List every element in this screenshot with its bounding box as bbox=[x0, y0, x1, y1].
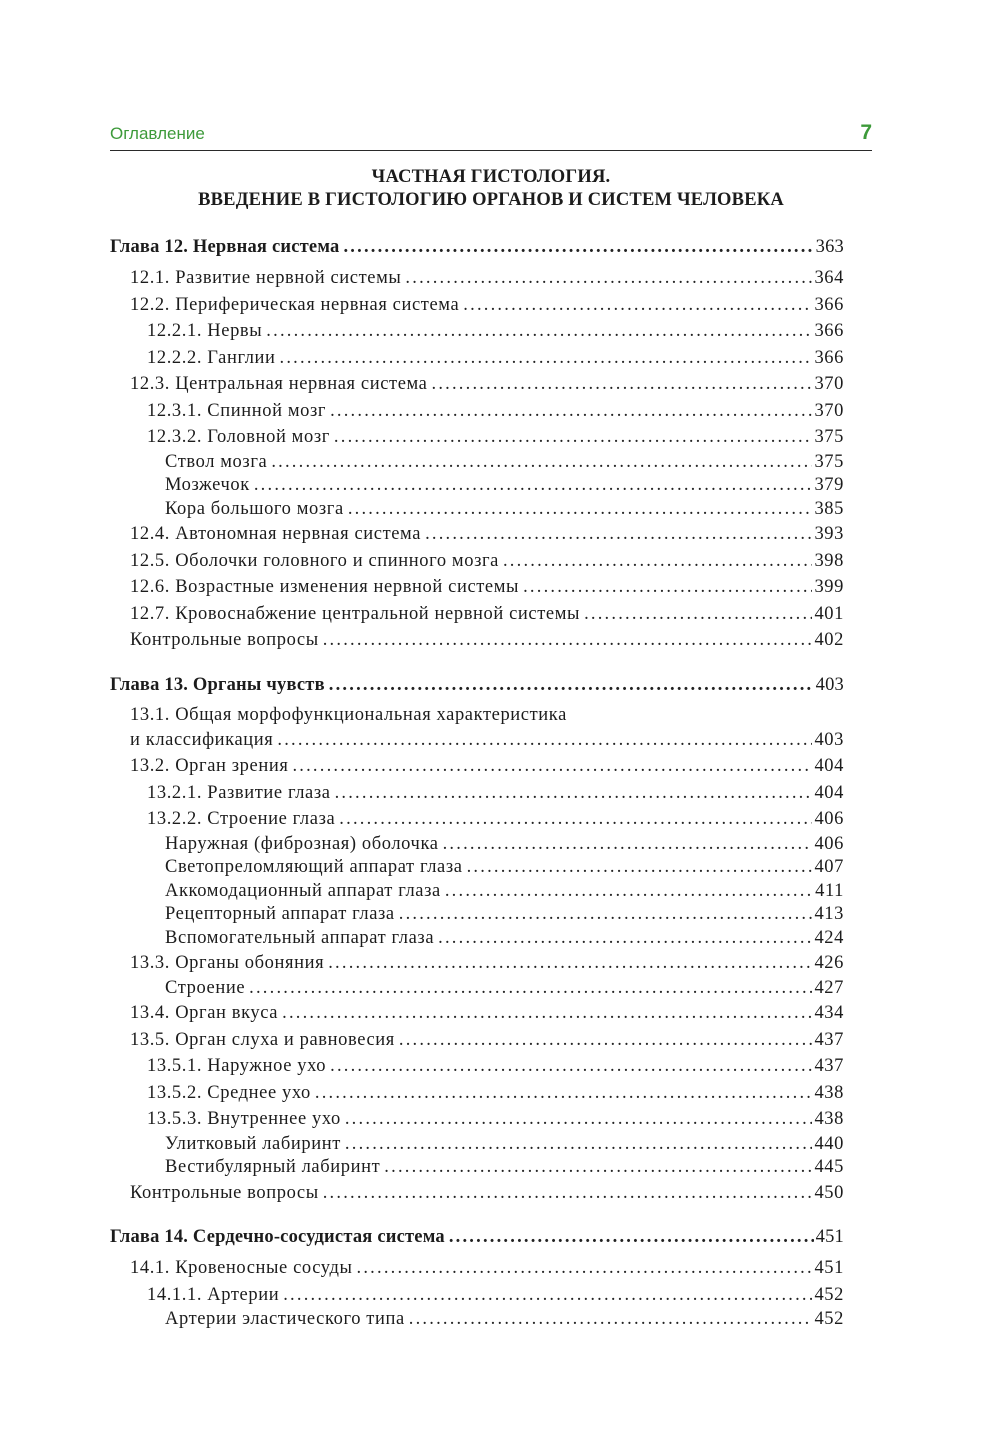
toc-entry-title: 12.2.2. Ганглии bbox=[147, 347, 276, 368]
toc-entry bbox=[110, 265, 844, 292]
toc-entry-page: 427 bbox=[814, 977, 844, 998]
toc-entry-title: Артерии эластического типа bbox=[165, 1309, 405, 1329]
toc-entry-title: Аккомодационный аппарат глаза bbox=[165, 880, 441, 901]
toc-entry-page: 370 bbox=[814, 374, 844, 394]
part-title-line-2: ВВЕДЕНИЕ В ГИСТОЛОГИЮ ОРГАНОВ И СИСТЕМ ЧЕЛОВЕКА bbox=[198, 190, 784, 210]
toc-entry bbox=[110, 371, 844, 398]
toc-entry bbox=[110, 833, 844, 857]
dot-leader bbox=[280, 345, 813, 372]
toc-entry bbox=[110, 1080, 844, 1107]
dot-leader bbox=[330, 398, 812, 425]
chapter-heading-page: 451 bbox=[815, 1227, 844, 1247]
dot-leader bbox=[277, 727, 812, 754]
toc-entry-page: 366 bbox=[814, 321, 844, 341]
dot-leader bbox=[503, 548, 812, 575]
toc-entry-page: 437 bbox=[814, 1056, 844, 1076]
toc-entry-title: Контрольные вопросы bbox=[130, 1182, 319, 1203]
toc-entry-title: Кора большого мозга bbox=[165, 498, 344, 519]
running-header bbox=[110, 121, 872, 151]
toc-entry-page: 366 bbox=[814, 294, 844, 315]
toc-entry-title: Улитковый лабиринт bbox=[165, 1133, 341, 1154]
toc-entry-title: 13.5. Орган слуха и равновесия bbox=[130, 1029, 395, 1050]
toc-entry-page: 375 bbox=[814, 451, 844, 472]
toc-entry-title: 12.1. Развитие нервной системы bbox=[130, 268, 402, 288]
chapter-gap bbox=[110, 1206, 844, 1222]
toc-entry bbox=[110, 727, 844, 754]
toc-entry-page: 413 bbox=[814, 904, 844, 924]
dot-leader bbox=[467, 856, 813, 880]
toc-entry-title: 13.2.1. Развитие глаза bbox=[147, 782, 331, 803]
toc-entry bbox=[110, 398, 844, 425]
chapter-heading-title: Глава 13. Органы чувств bbox=[110, 674, 325, 695]
toc-entry bbox=[110, 474, 844, 498]
toc-entry bbox=[110, 424, 844, 451]
toc-entry-title: 12.6. Возрастные изменения нервной системы bbox=[130, 577, 520, 597]
toc-entry bbox=[110, 753, 844, 780]
toc-entry bbox=[110, 345, 844, 372]
toc-entry-title: и классификация bbox=[130, 729, 274, 750]
toc-entry-title: Строение bbox=[165, 977, 246, 998]
toc-entry-page: 406 bbox=[814, 833, 844, 854]
dot-leader bbox=[584, 601, 812, 628]
toc-entry-page: 364 bbox=[814, 268, 844, 288]
running-header-title: Оглавление bbox=[110, 124, 205, 143]
chapter-heading bbox=[110, 232, 844, 262]
toc-entry-title: 12.5. Оболочки головного и спинного мозга bbox=[130, 550, 499, 571]
toc-entry bbox=[110, 1000, 844, 1027]
toc-entry bbox=[110, 880, 844, 904]
part-title bbox=[110, 166, 872, 212]
toc-entry-page: 407 bbox=[814, 857, 844, 877]
toc-entry-page: 452 bbox=[814, 1309, 844, 1329]
toc-entry-title: 12.7. Кровоснабжение центральной нервной системы bbox=[130, 603, 581, 624]
toc-entry-page: 366 bbox=[814, 347, 844, 368]
dot-leader bbox=[384, 1156, 812, 1180]
toc-entry-title: 13.1. Общая морфофункциональная характеристика bbox=[130, 704, 567, 725]
toc-entry-page: 445 bbox=[814, 1157, 844, 1177]
dot-leader bbox=[445, 880, 813, 904]
dot-leader bbox=[282, 1000, 812, 1027]
chapter-heading-title: Глава 14. Сердечно-сосудистая система bbox=[110, 1227, 445, 1247]
dot-leader bbox=[249, 977, 812, 1001]
dot-leader bbox=[449, 1222, 814, 1252]
toc-entry-page: 393 bbox=[814, 524, 844, 544]
toc-entry bbox=[110, 318, 844, 345]
toc-entry-title: Мозжечок bbox=[165, 475, 250, 495]
chapter-heading-title: Глава 12. Нервная система bbox=[110, 237, 340, 257]
toc-entry bbox=[110, 1308, 844, 1332]
toc-entry-line bbox=[110, 703, 844, 727]
dot-leader bbox=[463, 292, 812, 319]
dot-leader bbox=[405, 265, 812, 292]
dot-leader bbox=[345, 1133, 813, 1157]
toc-entry-page: 450 bbox=[814, 1182, 844, 1203]
dot-leader bbox=[334, 424, 813, 451]
toc-entry-title: Наружная (фиброзная) оболочка bbox=[165, 833, 439, 854]
toc-entry bbox=[110, 521, 844, 548]
page-number: 7 bbox=[860, 121, 872, 144]
toc-entry bbox=[110, 574, 844, 601]
dot-leader bbox=[523, 574, 812, 601]
dot-leader bbox=[443, 833, 813, 857]
toc-entry-page: 437 bbox=[814, 1029, 844, 1050]
toc-entry-page: 411 bbox=[815, 880, 844, 901]
toc-entry-page: 440 bbox=[814, 1133, 844, 1154]
dot-leader bbox=[323, 1180, 813, 1207]
toc-entry-title: Рецепторный аппарат глаза bbox=[165, 904, 395, 924]
toc-entry-title: Светопреломляющий аппарат глаза bbox=[165, 857, 463, 877]
dot-leader bbox=[348, 498, 813, 522]
toc-entry-page: 370 bbox=[814, 400, 844, 421]
toc-entry-title: 12.2.1. Нервы bbox=[147, 321, 263, 341]
dot-leader bbox=[438, 927, 812, 951]
dot-leader bbox=[330, 1053, 812, 1080]
toc-entry-page: 404 bbox=[814, 756, 844, 776]
toc-entry-page: 375 bbox=[814, 427, 844, 447]
toc-entry bbox=[110, 627, 844, 654]
toc-entry bbox=[110, 950, 844, 977]
toc-entry bbox=[110, 856, 844, 880]
table-of-contents bbox=[110, 232, 844, 1332]
toc-entry-page: 399 bbox=[814, 577, 844, 597]
toc-entry-title: 14.1.1. Артерии bbox=[147, 1284, 280, 1305]
chapter-heading-page: 363 bbox=[815, 237, 844, 257]
toc-entry-title: 12.4. Автономная нервная система bbox=[130, 524, 422, 544]
toc-entry bbox=[110, 1027, 844, 1054]
chapter-gap bbox=[110, 654, 844, 670]
toc-entry-title: 13.5.3. Внутреннее ухо bbox=[147, 1109, 341, 1129]
toc-entry-page: 385 bbox=[814, 498, 844, 519]
toc-entry-page: 402 bbox=[814, 630, 844, 650]
toc-entry bbox=[110, 1180, 844, 1207]
chapter-heading bbox=[110, 1222, 844, 1252]
toc-entry bbox=[110, 601, 844, 628]
dot-leader bbox=[254, 474, 813, 498]
toc-entry-title: 12.3.1. Спинной мозг bbox=[147, 400, 327, 421]
toc-entry-page: 398 bbox=[814, 550, 844, 571]
dot-leader bbox=[409, 1308, 813, 1332]
toc-entry bbox=[110, 977, 844, 1001]
toc-entry-title: Вспомогательный аппарат глаза bbox=[165, 927, 435, 948]
dot-leader bbox=[399, 903, 813, 927]
dot-leader bbox=[345, 1106, 813, 1133]
dot-leader bbox=[335, 780, 813, 807]
dot-leader bbox=[283, 1282, 812, 1309]
toc-entry bbox=[110, 1282, 844, 1309]
toc-entry-title: 13.2.2. Строение глаза bbox=[147, 809, 336, 829]
dot-leader bbox=[399, 1027, 813, 1054]
chapter-heading-page: 403 bbox=[815, 674, 844, 695]
dot-leader bbox=[328, 950, 812, 977]
dot-leader bbox=[266, 318, 812, 345]
toc-entry-page: 438 bbox=[814, 1082, 844, 1103]
toc-entry bbox=[110, 1053, 844, 1080]
toc-entry-page: 401 bbox=[814, 603, 844, 624]
toc-entry bbox=[110, 292, 844, 319]
toc-entry bbox=[110, 1106, 844, 1133]
dot-leader bbox=[432, 371, 813, 398]
toc-entry-page: 379 bbox=[814, 475, 844, 495]
toc-entry-page: 438 bbox=[814, 1109, 844, 1129]
toc-entry bbox=[110, 498, 844, 522]
toc-entry-page: 451 bbox=[814, 1258, 844, 1278]
toc-entry bbox=[110, 806, 844, 833]
dot-leader bbox=[357, 1255, 813, 1282]
part-title-line-1: ЧАСТНАЯ ГИСТОЛОГИЯ. bbox=[371, 167, 611, 187]
toc-entry-page: 406 bbox=[814, 809, 844, 829]
toc-entry-title: Ствол мозга bbox=[165, 451, 268, 472]
toc-entry-title: 13.5.2. Среднее ухо bbox=[147, 1082, 311, 1103]
toc-entry-title: 13.4. Орган вкуса bbox=[130, 1003, 279, 1023]
toc-entry-title: 14.1. Кровеносные сосуды bbox=[130, 1258, 353, 1278]
dot-leader bbox=[329, 670, 814, 700]
toc-entry-page: 404 bbox=[814, 782, 844, 803]
toc-entry-title: 12.3. Центральная нервная система bbox=[130, 374, 428, 394]
toc-entry-page: 452 bbox=[814, 1284, 844, 1305]
toc-entry-page: 424 bbox=[814, 927, 844, 948]
toc-entry-title: 13.2. Орган зрения bbox=[130, 756, 289, 776]
toc-entry-title: Вестибулярный лабиринт bbox=[165, 1157, 381, 1177]
dot-leader bbox=[323, 627, 813, 654]
chapter-heading bbox=[110, 670, 844, 700]
toc-entry bbox=[110, 1133, 844, 1157]
toc-entry bbox=[110, 903, 844, 927]
toc-entry-title: 12.3.2. Головной мозг bbox=[147, 427, 330, 447]
toc-entry bbox=[110, 927, 844, 951]
toc-entry bbox=[110, 548, 844, 575]
toc-entry-page: 426 bbox=[814, 953, 844, 973]
toc-entry bbox=[110, 780, 844, 807]
dot-leader bbox=[425, 521, 812, 548]
toc-entry-title: 13.3. Органы обоняния bbox=[130, 953, 325, 973]
dot-leader bbox=[343, 232, 813, 262]
toc-entry-page: 403 bbox=[814, 729, 844, 750]
toc-entry-page: 434 bbox=[814, 1003, 844, 1023]
dot-leader bbox=[271, 451, 812, 475]
toc-entry bbox=[110, 1156, 844, 1180]
toc-entry bbox=[110, 451, 844, 475]
toc-entry-title: 13.5.1. Наружное ухо bbox=[147, 1056, 327, 1076]
toc-entry-title: Контрольные вопросы bbox=[130, 630, 319, 650]
dot-leader bbox=[339, 806, 812, 833]
dot-leader bbox=[315, 1080, 813, 1107]
dot-leader bbox=[292, 753, 812, 780]
toc-entry-title: 12.2. Периферическая нервная система bbox=[130, 294, 460, 315]
toc-entry bbox=[110, 1255, 844, 1282]
